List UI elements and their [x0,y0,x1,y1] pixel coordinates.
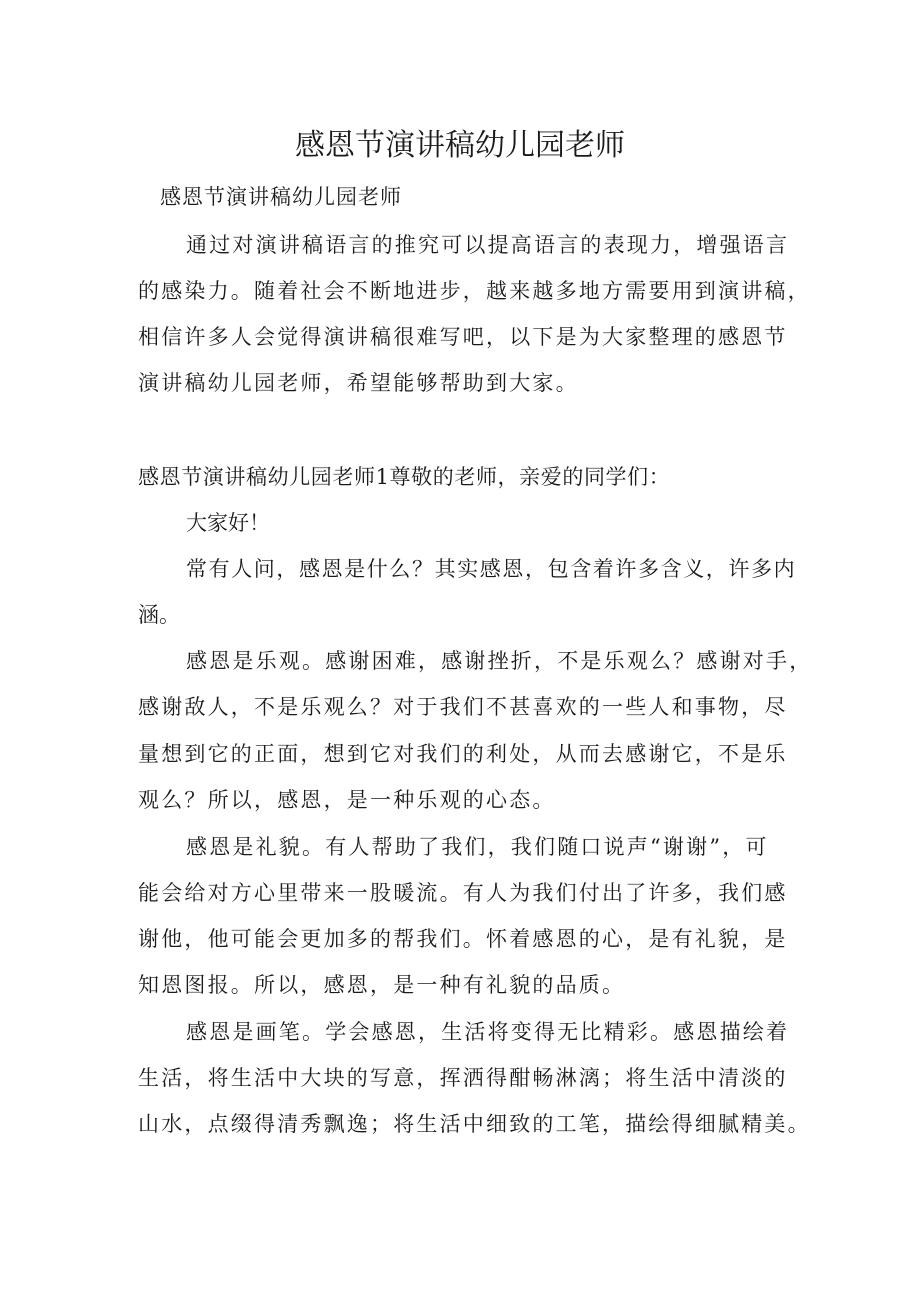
para3-line-2: 能会给对方心里带来一股暖流。有人为我们付出了许多，我们感 [138,881,788,905]
intro-line-1: 通过对演讲稿语言的推究可以提高语言的表现力，增强语言 [186,233,790,257]
document-subtitle: 感恩节演讲稿幼儿园老师 [160,185,402,209]
para4-line-1: 感恩是画笔。学会感恩，生活将变得无比精彩。感恩描绘着 [186,1020,790,1044]
para2-line-3: 量想到它的正面，想到它对我们的利处，从而去感谢它，不是乐 [138,742,788,766]
para1-line-2: 涵。 [138,603,180,627]
intro-line-2: 的感染力。随着社会不断地进步，越来越多地方需要用到演讲稿， [138,279,811,303]
para2-line-4: 观么？所以，感恩，是一种乐观的心态。 [138,788,556,812]
greeting: 大家好！ [186,511,270,535]
para1-line-1: 常有人问，感恩是什么？其实感恩，包含着许多含义，许多内 [186,557,797,581]
para2-line-2: 感谢敌人，不是乐观么？对于我们不甚喜欢的一些人和事物，尽 [138,695,788,719]
para3-line-1: 感恩是礼貌。有人帮助了我们，我们随口说声“谢谢”，可 [186,835,769,859]
intro-line-3: 相信许多人会觉得演讲稿很难写吧，以下是为大家整理的感恩节 [138,325,788,349]
intro-line-4: 演讲稿幼儿园老师，希望能够帮助到大家。 [138,371,579,395]
para4-line-2: 生活，将生活中大块的写意，挥洒得酣畅淋漓；将生活中清淡的 [138,1066,788,1090]
document-title: 感恩节演讲稿幼儿园老师 [295,128,625,163]
para3-line-3: 谢他，他可能会更加多的帮我们。怀着感恩的心，是有礼貌，是 [138,927,788,951]
para4-line-3: 山水，点缀得清秀飘逸；将生活中细致的工笔，描绘得细腻精美。 [138,1112,811,1136]
para3-line-4: 知恩图报。所以，感恩，是一种有礼貌的品质。 [138,973,626,997]
section-heading: 感恩节演讲稿幼儿园老师1尊敬的老师，亲爱的同学们： [138,465,671,489]
para2-line-1: 感恩是乐观。感谢困难，感谢挫折，不是乐观么？感谢对手， [186,649,813,673]
